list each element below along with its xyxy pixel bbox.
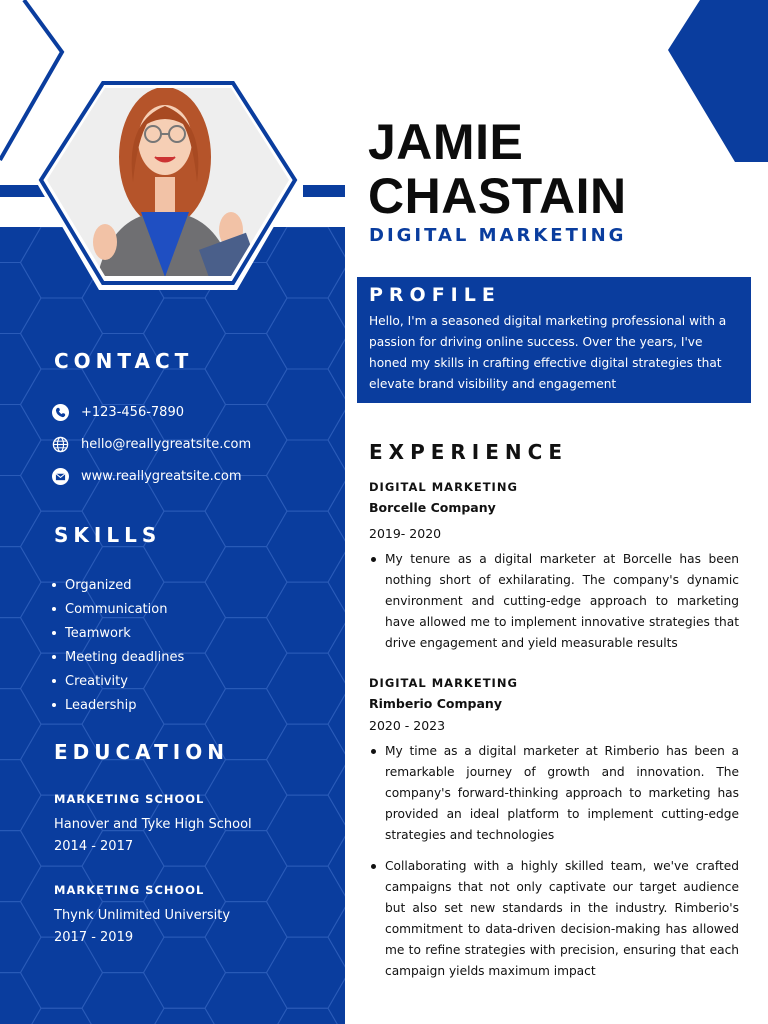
skill-item: Teamwork	[52, 621, 184, 645]
job-bullets	[369, 741, 739, 982]
skill-item: Organized	[52, 573, 184, 597]
skills-list	[52, 573, 184, 717]
education-school: Thynk Unlimited University	[54, 908, 231, 923]
job-bullet: My time as a digital marketer at Rimberio has been a remarkable journey of growth and innovation. The company's forward-thinking approach to marketing has provided an ideal platform to implement cutting-edge strategies and technologies	[369, 741, 739, 846]
profile-text: Hello, I'm a seasoned digital marketing professional with a passion for driving online success. Over the years, I've honed my skills in crafting effective digital strategies that elevate brand visibility and engagement	[369, 314, 727, 391]
skill-item: Communication	[52, 597, 184, 621]
experience-entry	[369, 477, 739, 664]
education-heading: EDUCATION	[54, 740, 229, 764]
contact-website	[52, 460, 251, 492]
name-last: CHASTAIN	[368, 168, 627, 224]
contact-heading: CONTACT	[54, 349, 194, 373]
job-title: DIGITAL MARKETING	[369, 480, 518, 494]
contact-website-text[interactable]: www.reallygreatsite.com	[81, 468, 242, 484]
contact-email	[52, 428, 251, 460]
job-years: 2019- 2020	[369, 526, 442, 541]
education-years: 2014 - 2017	[54, 839, 134, 854]
skill-item: Creativity	[52, 669, 184, 693]
profile-heading: PROFILE	[369, 284, 501, 306]
candidate-name	[368, 115, 627, 223]
experience-heading: EXPERIENCE	[369, 440, 568, 464]
candidate-role: DIGITAL MARKETING	[369, 225, 627, 246]
right-stripe	[303, 185, 345, 197]
contact-list	[52, 396, 251, 492]
job-company: Rimberio Company	[369, 696, 502, 711]
name-first: JAMIE	[368, 114, 524, 170]
email-icon	[52, 468, 69, 485]
contact-email-text[interactable]: hello@reallygreatsite.com	[81, 436, 252, 452]
contact-phone-text: +123-456-7890	[81, 404, 184, 420]
education-title: MARKETING SCHOOL	[54, 883, 205, 897]
phone-icon	[52, 404, 69, 421]
skill-item: Meeting deadlines	[52, 645, 184, 669]
education-title: MARKETING SCHOOL	[54, 792, 205, 806]
profile-section	[357, 277, 751, 403]
experience-entry	[369, 673, 739, 992]
job-title: DIGITAL MARKETING	[369, 676, 518, 690]
globe-icon	[52, 436, 69, 453]
contact-phone	[52, 396, 251, 428]
top-right-hexagon-decoration	[668, 0, 768, 162]
job-bullet: Collaborating with a highly skilled team, we've crafted campaigns that not only captivate our target audience but also set new standards in the industry. Rimberio's commitment to data-driven decision-making has allowed me to refine strategies with precision, ensuring that each campaign yields maximum impact	[369, 856, 739, 982]
skills-heading: SKILLS	[54, 523, 162, 547]
job-bullets	[369, 549, 739, 654]
profile-photo	[33, 62, 303, 302]
job-company: Borcelle Company	[369, 500, 496, 515]
education-years: 2017 - 2019	[54, 930, 134, 945]
education-entry	[54, 792, 252, 858]
job-years: 2020 - 2023	[369, 718, 446, 733]
education-entry	[54, 883, 230, 949]
skill-item: Leadership	[52, 693, 184, 717]
job-bullet: My tenure as a digital marketer at Borcelle has been nothing short of exhilarating. The company's dynamic environment and cutting-edge approach to marketing have allowed me to implement innovative strategies that drive engagement and yield measurable results	[369, 549, 739, 654]
education-school: Hanover and Tyke High School	[54, 817, 252, 832]
